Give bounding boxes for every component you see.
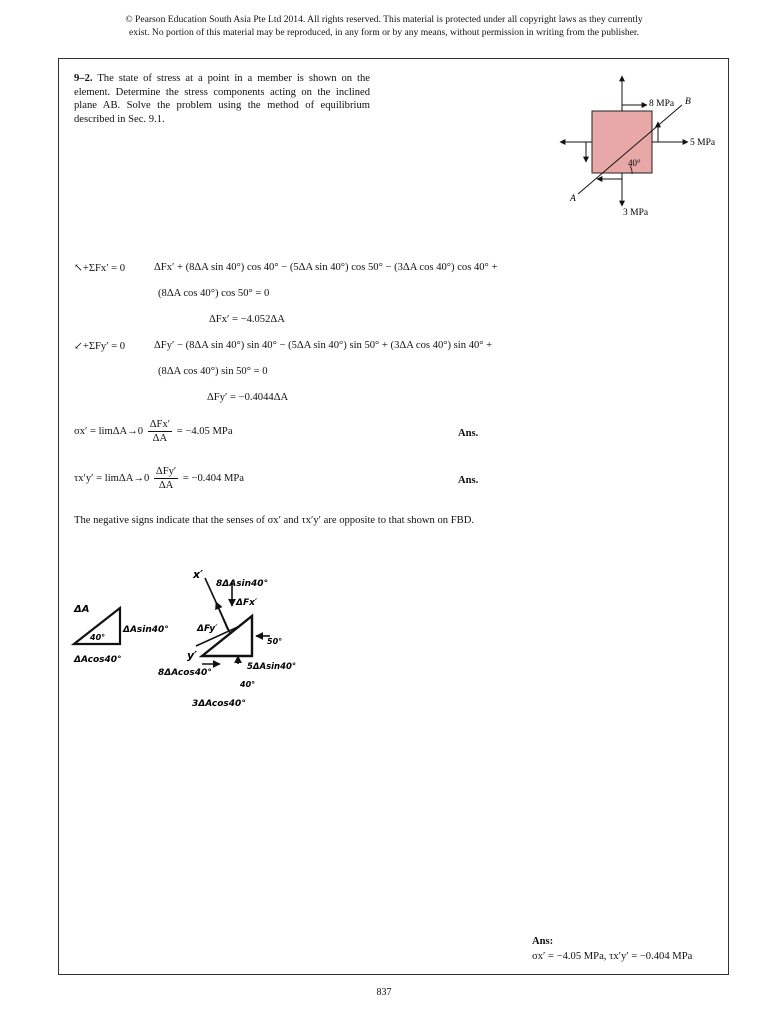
label-8mpa: 8 MPa bbox=[649, 99, 675, 109]
fbd-da-sin-label: ΔAsin40° bbox=[123, 625, 169, 635]
label-3mpa: 3 MPa bbox=[623, 208, 649, 218]
fbd-8sin-label: 8ΔAsin40° bbox=[216, 579, 269, 589]
final-answer-label: Ans: bbox=[532, 936, 554, 947]
sigma-denominator: ΔA bbox=[152, 433, 168, 444]
eq2-result: ΔFy′ = −0.4044ΔA bbox=[207, 392, 289, 403]
fbd-dfx-arrow bbox=[216, 602, 228, 630]
eq1-rhs: ΔFx′ + (8ΔA sin 40°) cos 40° − (5ΔA sin 40°) cos 50° − (3ΔA cos 40°) cos 40° + bbox=[154, 262, 498, 273]
label-a: A bbox=[570, 194, 576, 204]
stress-element-figure bbox=[530, 68, 730, 228]
label-b: B bbox=[685, 97, 691, 107]
copyright-line-1: © Pearson Education South Asia Pte Ltd 2014. All rights reserved. This material is protected under all copyright laws as they currently bbox=[125, 14, 643, 25]
eq1-result: ΔFx′ = −4.052ΔA bbox=[209, 314, 285, 325]
fbd-angle-40b-label: 40° bbox=[240, 680, 256, 689]
eq2-lhs: ↙+ΣFy′ = 0 bbox=[74, 341, 126, 352]
label-5mpa: 5 MPa bbox=[690, 138, 716, 148]
eq2-continuation: (8ΔA cos 40°) sin 50° = 0 bbox=[158, 366, 268, 377]
tau-fraction bbox=[154, 465, 178, 492]
tau-denominator: ΔA bbox=[158, 480, 174, 491]
problem-statement bbox=[74, 72, 370, 126]
final-answer-box bbox=[532, 934, 692, 964]
tau-rhs: = −0.404 MPa bbox=[182, 472, 244, 484]
eq2-rhs: ΔFy′ − (8ΔA sin 40°) sin 40° − (5ΔA sin 40°) sin 50° + (3ΔA cos 40°) sin 40° + bbox=[154, 340, 493, 351]
problem-number: 9–2. bbox=[74, 73, 93, 84]
sigma-equation bbox=[74, 418, 233, 445]
tau-equation bbox=[74, 465, 244, 492]
sigma-fraction bbox=[148, 418, 172, 445]
tau-lhs: τx′y′ = limΔA→0 bbox=[74, 472, 150, 484]
problem-text: The state of stress at a point in a member is shown on the element. Determine the stress components acting on the inclined plane AB. Solve the problem using the method of equilibrium described in Sec. 9.1. bbox=[74, 73, 370, 125]
fbd-main-triangle bbox=[202, 616, 252, 656]
tau-ans-label: Ans. bbox=[458, 475, 479, 486]
sigma-numerator: ΔFx′ bbox=[149, 419, 171, 430]
fbd-y-prime-label: y′ bbox=[187, 649, 198, 662]
fbd-8cos-label: 8ΔAcos40° bbox=[158, 668, 212, 678]
eq1-lhs: ↖+ΣFx′ = 0 bbox=[74, 263, 126, 274]
fbd-dfx-label: ΔFx′ bbox=[236, 598, 258, 608]
tau-numerator: ΔFy′ bbox=[155, 466, 177, 477]
stress-element-square bbox=[592, 111, 652, 173]
fbd-da-label: ΔA bbox=[74, 604, 90, 615]
sign-note: The negative signs indicate that the senses of σx′ and τx′y′ are opposite to that shown on FBD. bbox=[74, 515, 474, 526]
sigma-lhs: σx′ = limΔA→0 bbox=[74, 425, 144, 437]
fbd-3cos-label: 3ΔAcos40° bbox=[192, 699, 246, 709]
eq1-continuation: (8ΔA cos 40°) cos 50° = 0 bbox=[158, 288, 270, 299]
final-answer-text: σx′ = −4.05 MPa, τx′y′ = −0.404 MPa bbox=[532, 951, 693, 962]
fbd-sketch bbox=[70, 558, 300, 713]
sigma-ans-label: Ans. bbox=[458, 428, 479, 439]
copyright-notice bbox=[0, 13, 768, 39]
fbd-da-cos-label: ΔAcos40° bbox=[74, 655, 122, 665]
fbd-dfy-label: ΔFy′ bbox=[197, 624, 218, 634]
copyright-line-2: exist. No portion of this material may be reproduced, in any form or by any means, without permission in writing from the publisher. bbox=[129, 27, 639, 38]
fbd-angle-40-label: 40° bbox=[90, 633, 106, 642]
sigma-rhs: = −4.05 MPa bbox=[176, 425, 233, 437]
page-number: 837 bbox=[376, 987, 392, 998]
label-angle-40: 40° bbox=[628, 158, 641, 168]
fbd-x-prime-label: x′ bbox=[193, 568, 203, 581]
fbd-5sin-label: 5ΔAsin40° bbox=[247, 662, 297, 672]
fbd-angle-50-label: 50° bbox=[267, 637, 283, 646]
